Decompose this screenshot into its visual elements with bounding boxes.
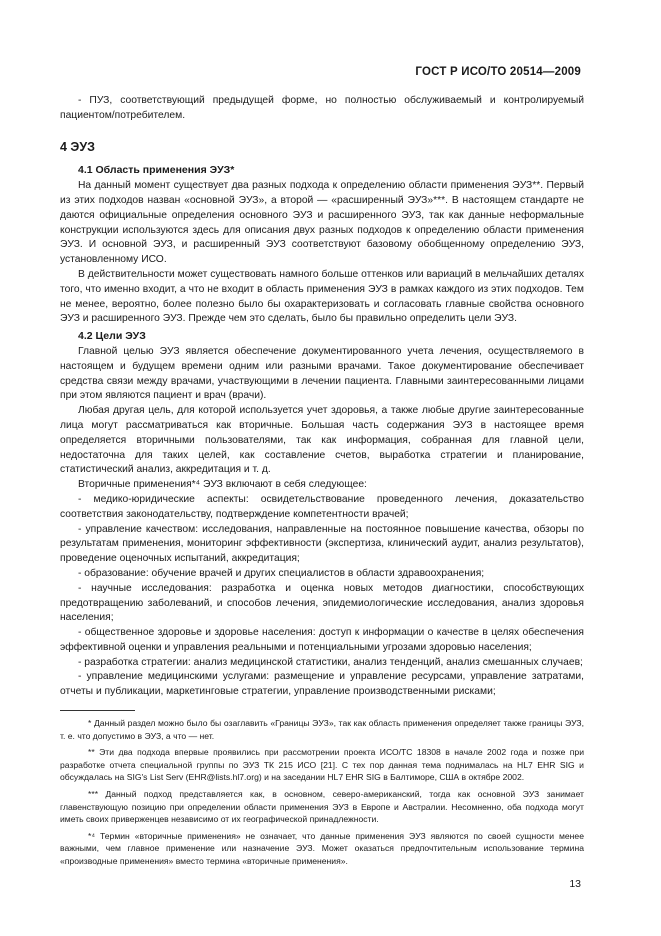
paragraph: В действительности может существовать намного больше оттенков или вариаций в мельчайших деталях того, что именно входит, а что не входит в область применения ЭУЗ в рамках каждого из этих подходов. Тем не менее, вероятно, более полезно было бы охарактеризовать и согласовать главные свойства основного ЭУЗ и расширенного ЭУЗ. Прежде чем это сделать, было бы правильно определить цели ЭУЗ. <box>60 268 584 325</box>
list-item: - медико-юридические аспекты: освидетельствование проведенного лечения, доказательство соответствия законодательству, подтверждение компетентности врачей; <box>60 493 584 520</box>
footnote: * Данный раздел можно было бы озаглавить «Границы ЭУЗ», так как область применения определяет также границы ЭУЗ, т. е. что допустимо в ЭУЗ, а что — нет. <box>60 718 584 741</box>
paragraph: Вторичные применения*⁴ ЭУЗ включают в себя следующее: <box>78 479 367 491</box>
footnote-divider <box>60 710 135 711</box>
intro-list-item: - ПУЗ, соответствующий предыдущей форме, но полностью обслуживаемый и контролируемый пациентом/потребителем. <box>60 95 584 121</box>
footnote: *** Данный подход представляется как, в основном, северо-американский, тогда как основной ЭУЗ занимает главенствующую позицию при определении области применения ЭУЗ в Европе и Австралии. Несомненно, оба подхода могут иметь своих приверженцев независимо от их географической принадлежности. <box>60 789 584 825</box>
paragraph: Главной целью ЭУЗ является обеспечение документированного учета лечения, осуществляемого в настоящем и будущем времени одним или разными врачами. Такое документирование обеспечивает средства связи между врачами, участвующими в лечении пациента. Главными заинтересованными лицами при этом являются пациент и врач (врачи). <box>60 345 584 402</box>
footnote: *⁴ Термин «вторичные применения» не означает, что данные применения ЭУЗ являются по своей сущности менее важными, чем главное применение или назначение ЭУЗ. Может оказаться предпочтительным использование термина «производные применения» вместо термина «вторичные применения». <box>60 830 584 867</box>
list-item: - образование: обучение врачей и других специалистов в области здравоохранения; <box>78 567 485 579</box>
paragraph: На данный момент существует два разных подхода к определению области применения ЭУЗ**. Первый из этих подходов назван «основной ЭУЗ», а второй — «расширенный ЭУЗ»***. В настоящем стандарте не даются официальные определения основного ЭУЗ и расширенного ЭУЗ, так как данные неформальные конструкции используются здесь для описания двух разных подходов к определению области применения ЭУЗ. И основной ЭУЗ, и расширенный ЭУЗ соответствуют базовому обобщенному определению ЭУЗ, установленному ИСО. <box>60 180 584 266</box>
paragraph: Любая другая цель, для которой используется учет здоровья, а также любые другие заинтересованные лица могут рассматриваться как вторичные. Большая часть содержания ЭУЗ в настоящее время определяется вторичными пользователями, так как информация, собранная для главной цели, недостаточна для таких целей, как составление счетов, выработка стратегии и планирование, статистический анализ, аккредитация и т. д. <box>60 405 584 476</box>
list-item: - научные исследования: разработка и оценка новых методов диагностики, способствующих предотвращению заболеваний, и способов лечения, эпидемиологические исследования, анализ здоровья населения; <box>60 582 584 624</box>
section-title: 4 ЭУЗ <box>60 139 95 154</box>
list-item: - управление качеством: исследования, направленные на постоянное повышение качества, обзоры по результатам применения, мониторинг эффективности (экспертиза, клинический аудит, анализ результатов), проведение оценочных испытаний, аккредитация; <box>60 523 584 565</box>
page-body <box>60 94 584 872</box>
page-number: 13 <box>569 878 581 890</box>
list-item: - разработка стратегии: анализ медицинской статистики, анализ тенденций, анализ смешанных случаев; <box>78 656 583 668</box>
document-header: ГОСТ Р ИСО/ТО 20514—2009 <box>415 66 581 78</box>
footnote: ** Эти два подхода впервые проявились при рассмотрении проекта ИСО/ТС 18308 в начале 2002 года и позже при разработке отчета специальной группы по ЭУЗ ТК 215 ИСО [21]. С тех пор данная тема поднималась на HL7 EHR SIG и обсуждалась на SIG's List Serv (EHR@lists.hl7.org) и на заседании HL7 EHR SIG в Балтиморе, США в октябре 2002. <box>60 747 584 783</box>
list-item: - общественное здоровье и здоровье населения: доступ к информации о качестве в целях обеспечения эффективной оценки и управления реальными и потенциальными угрозами здоровью населения; <box>60 627 584 653</box>
subsection-title-scope: 4.1 Область применения ЭУЗ* <box>78 164 235 177</box>
list-item: - управление медицинскими услугами: размещение и управление ресурсами, управление затратами, отчеты и публикации, маркетинговые стратегии, управление производственными рисками; <box>60 671 584 698</box>
subsection-title-goals: 4.2 Цели ЭУЗ <box>78 330 146 343</box>
